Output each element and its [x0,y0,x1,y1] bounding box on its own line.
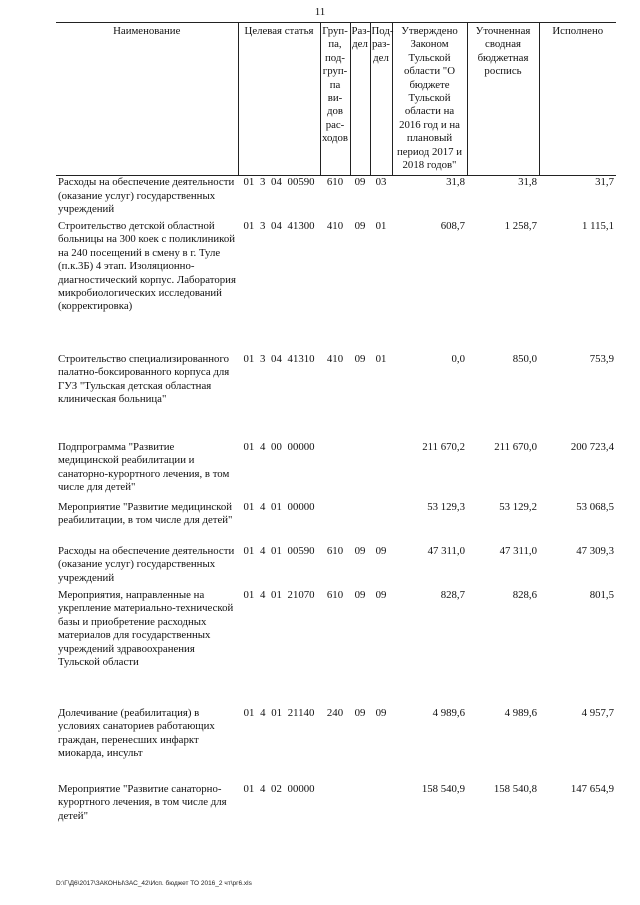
row-expense-group [320,501,350,545]
row-expense-group: 410 [326,219,344,232]
row-subsection [370,783,392,827]
row-approved: 4 989,6 [432,706,465,719]
row-executed: 53 068,5 [576,500,614,513]
row-subsection: 09 [375,588,387,601]
row-executed: 4 957,7 [581,706,614,719]
row-approved: 608,7 [440,219,465,232]
row-subsection: 01 [375,352,387,365]
row-target-code: 01 4 00 00000 [243,440,315,453]
table-row [56,589,616,707]
file-path-footer: D:\Г\Д6\2017\ЗАКОНЫ\ЗАС_42\Исп. бюджет ТО 2016_2 чт\рг6.xls [56,880,252,887]
row-target-code: 01 4 01 00000 [243,500,315,513]
row-approved: 158 540,9 [421,782,465,795]
row-expense-group [320,441,350,501]
row-refined: 53 129,2 [499,500,537,513]
row-refined: 211 670,0 [494,440,537,453]
row-refined: 1 258,7 [504,219,537,232]
row-refined: 828,6 [512,588,537,601]
row-section: 09 [354,352,366,365]
header-section: Раз-дел [350,23,370,176]
row-refined: 31,8 [518,176,537,189]
table-row [56,353,616,441]
row-executed: 200 723,4 [570,440,614,453]
row-approved: 0,0 [451,352,465,365]
row-executed: 753,9 [589,352,614,365]
row-approved: 828,7 [440,588,465,601]
row-refined: 850,0 [512,352,537,365]
table-row [56,783,616,827]
row-expense-group: 410 [326,352,344,365]
row-subsection [370,441,392,501]
row-section [350,501,370,545]
row-target-code: 01 3 04 00590 [243,176,315,189]
row-approved: 31,8 [446,176,465,189]
row-refined: 158 540,8 [493,782,537,795]
header-expense-group: Груп-па, под-груп-па ви-дов рас-ходов [320,23,350,176]
row-name: Подпрограмма "Развитие медицинской реабилитации и санаторно-курортного лечения, в том числе для детей" [58,440,230,494]
row-target-code: 01 3 04 41310 [243,352,315,365]
header-approved: Утверждено Законом Тульской области "О бюджете Тульской области на 2016 год и на плановый период 2017 и 2018 годов" [392,23,467,176]
row-name: Строительство детской областной больницы на 300 коек с поликлиникой на 240 посещений в смену в г. Туле (п.к.3Б) 4 этап. Изоляционно-диагностический корпус. Лаборатория микробиологических исследований (корректировка) [58,219,236,313]
row-section: 09 [354,544,366,557]
header-executed: Исполнено [539,23,616,176]
row-expense-group: 610 [326,588,344,601]
row-name: Мероприятие "Развитие санаторно-курортного лечения, в том числе для детей" [58,782,227,822]
table-header-row [56,23,616,176]
table-row [56,220,616,353]
row-subsection [370,501,392,545]
table-row [56,545,616,589]
row-target-code: 01 4 01 00590 [243,544,315,557]
row-name: Расходы на обеспечение деятельности (оказание услуг) государственных учреждений [58,544,235,584]
row-executed: 1 115,1 [582,219,614,232]
row-executed: 31,7 [595,176,614,189]
row-target-code: 01 4 01 21070 [243,588,315,601]
table-row [56,441,616,501]
row-subsection: 01 [375,219,387,232]
row-expense-group: 610 [326,544,344,557]
table-row [56,707,616,783]
header-name: Наименование [56,23,238,176]
row-section: 09 [354,706,366,719]
row-subsection: 09 [375,544,387,557]
row-executed: 47 309,3 [576,544,614,557]
page-number: 11 [314,6,326,18]
row-name: Расходы на обеспечение деятельности (оказание услуг) государственных учреждений [58,176,235,216]
row-approved: 47 311,0 [427,544,465,557]
row-executed: 801,5 [589,588,614,601]
row-refined: 4 989,6 [504,706,537,719]
row-section [350,441,370,501]
row-executed: 147 654,9 [570,782,614,795]
row-section [350,783,370,827]
row-name: Строительство специализированного палатно-боксированного корпуса для ГУЗ "Тульская детская областная клиническая больница" [58,352,230,406]
row-section: 09 [354,176,366,189]
budget-table [56,22,616,827]
row-refined: 47 311,0 [499,544,537,557]
row-target-code: 01 4 01 21140 [243,706,315,719]
table-row [56,501,616,545]
table-row [56,176,616,220]
header-refined: Уточненная сводная бюджетная роспись [467,23,539,176]
row-name: Мероприятия, направленные на укрепление материально-технической базы и приобретение расходных материалов для государственных учреждений здравоохранения Тульской области [58,588,234,668]
row-approved: 211 670,2 [422,440,465,453]
row-subsection: 03 [375,176,387,189]
row-expense-group: 240 [326,706,344,719]
row-approved: 53 129,3 [427,500,465,513]
row-expense-group: 610 [326,176,344,189]
row-name: Долечивание (реабилитация) в условиях санаториев работающих граждан, перенесших инфаркт миокарда, инсульт [58,706,215,760]
row-target-code: 01 3 04 41300 [243,219,315,232]
row-section: 09 [354,588,366,601]
row-expense-group [320,783,350,827]
row-section: 09 [354,219,366,232]
row-subsection: 09 [375,706,387,719]
row-target-code: 01 4 02 00000 [243,782,315,795]
header-target-article: Целевая статья [238,23,320,176]
header-subsection: Под-раз-дел [370,23,392,176]
row-name: Мероприятие "Развитие медицинской реабилитации, в том числе для детей" [58,500,233,527]
